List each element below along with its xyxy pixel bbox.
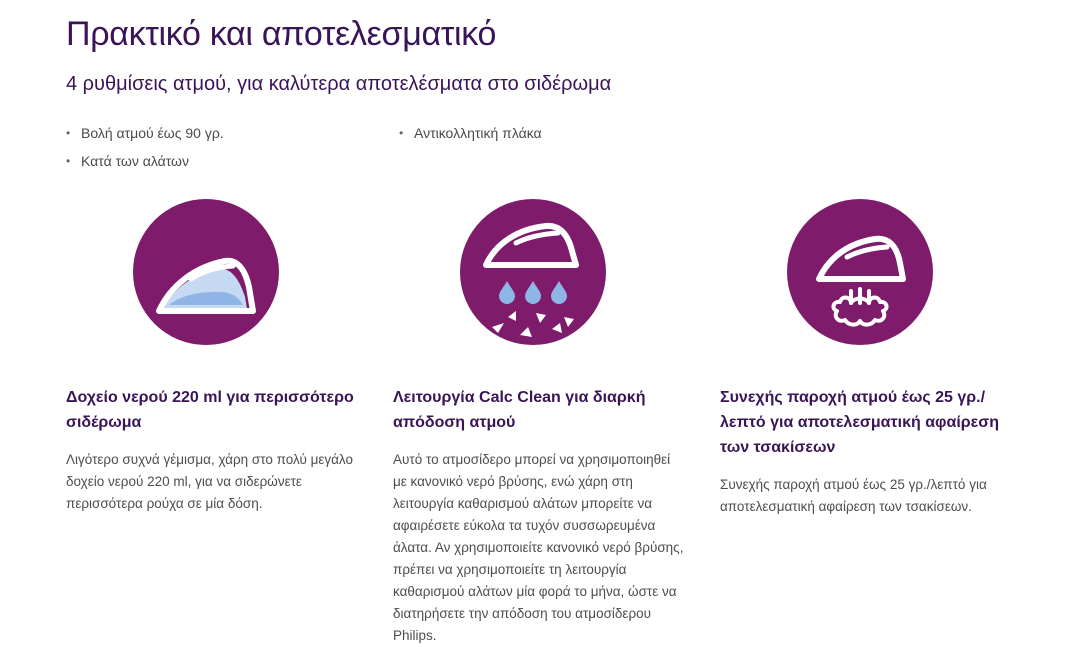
feature-bullet-list-right (399, 124, 542, 152)
feature-description: Αυτό το ατμοσίδερο μπορεί να χρησιμοποιηθεί με κανονικό νερό βρύσης, ενώ χάρη στη λειτουργία καθαρισμού αλάτων μπορείτε να αφαιρέσετε εύκολα τα τυχόν συσσωρευμένα άλατα. Αν χρησιμοποιείτε κανονικό νερό βρύσης, πρέπει να χρησιμοποιείτε τη λειτουργία καθαρισμού αλάτων μία φορά το μήνα, ώστε να διατηρήσετε την απόδοση του ατμοσίδερου Philips. (393, 452, 684, 643)
feature-heading: Λειτουργία Calc Clean για διαρκή απόδοση ατμού (393, 389, 646, 431)
feature-description: Λιγότερο συχνά γέμισμα, χάρη στο πολύ μεγάλο δοχείο νερού 220 ml, για να σιδερώνετε περισσότερα ρούχα σε μία δόση. (66, 452, 353, 511)
water-tank-iron-icon (133, 199, 279, 345)
bullet-item: • Αντικολλητική πλάκα (399, 124, 542, 152)
bullet-item: • Κατά των αλάτων (66, 152, 224, 180)
page-subtitle: 4 ρυθμίσεις ατμού, για καλύτερα αποτελέσματα στο σιδέρωμα (66, 73, 612, 95)
feature-heading: Συνεχής παροχή ατμού έως 25 γρ./λεπτό για αποτελεσματική αφαίρεση των τσακίσεων (720, 389, 999, 456)
bullet-item: • Βολή ατμού έως 90 γρ. (66, 124, 224, 152)
calc-clean-iron-icon (460, 199, 606, 345)
feature-description: Συνεχής παροχή ατμού έως 25 γρ./λεπτό για αποτελεσματική αφαίρεση των τσακίσεων. (720, 477, 987, 514)
steam-iron-icon (787, 199, 933, 345)
feature-heading: Δοχείο νερού 220 ml για περισσότερο σιδέρωμα (66, 389, 354, 431)
page-title: Πρακτικό και αποτελεσματικό (66, 15, 497, 53)
feature-bullet-list-left (66, 124, 224, 180)
